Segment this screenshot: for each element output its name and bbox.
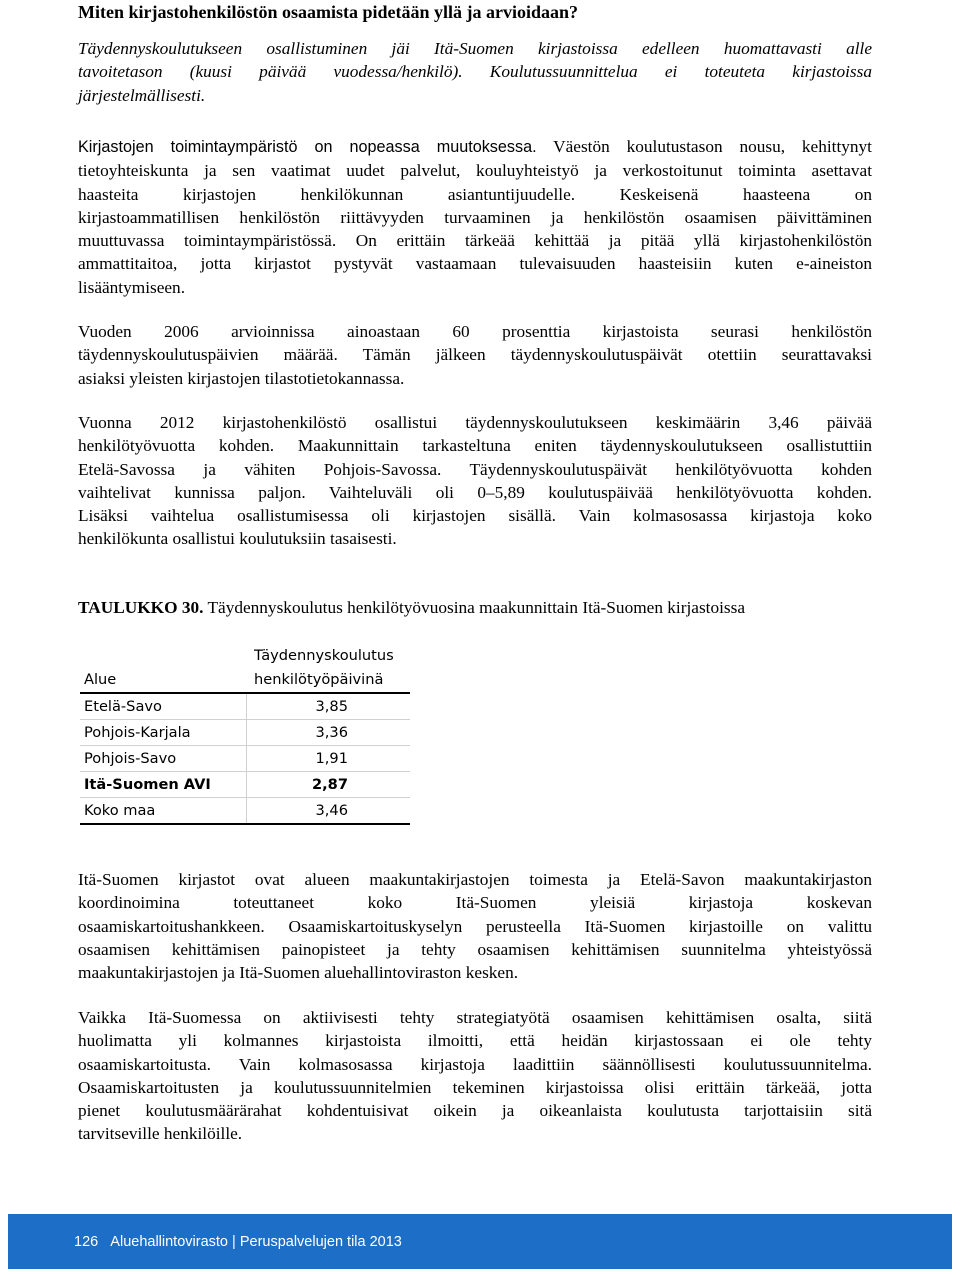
regional-line: osaamiskartoitushankkeen. Osaamiskartoituskyselyn perusteella Itä-Suomen kirjastoille on valittu: [78, 916, 872, 936]
final-line: huolimatta yli kolmannes kirjastoista ilmoitti, että heidän kirjastossaan ei ole tehty: [78, 1031, 872, 1051]
context-lead-sentence: Kirjastojen toimintaympäristö on nopeassa muutoksessa.: [78, 138, 537, 156]
context-line: tietoyhteiskunta ja sen vaatimat uudet palvelut, kouluyhteistyö ja verkostoitunut toiminta asettavat: [78, 161, 872, 181]
footer-bar: [8, 1214, 952, 1269]
table-row: [80, 693, 410, 720]
final-line: tarvitseville henkilöille.: [78, 1124, 243, 1144]
paragraph-2012-line: henkilökunta osallistui koulutuksiin tasaisesti.: [78, 529, 397, 549]
context-line: muuttuvassa toimintaympäristössä. On erittäin tärkeää kehittää ja pitää yllä kirjastohenkilöstön: [78, 231, 872, 251]
paragraph-2012: [78, 411, 872, 551]
context-line: lisääntymiseen.: [78, 277, 186, 297]
regional-line: maakuntakirjastojen ja Itä-Suomen aluehallintoviraston kesken.: [78, 963, 519, 983]
context-line-text: Väestön koulutustason nousu, kehittynyt: [536, 137, 872, 156]
column-header-area: Alue: [80, 643, 246, 693]
paragraph-2012-line: henkilötyövuotta kohden. Maakunnittain tarkasteltuna eniten täydennyskoulutukseen osallistuttiin: [78, 436, 872, 456]
table-row-highlighted: [80, 772, 410, 798]
footer-publisher: Aluehallintovirasto: [110, 1234, 228, 1250]
table-caption-label: TAULUKKO 30.: [78, 598, 204, 617]
final-line: Osaamiskartoitusten ja koulutussuunnitelmien tekeminen kirjastoissa olisi erittäin tärkeää, jotta: [78, 1077, 872, 1097]
paragraph-2012-line: Vuonna 2012 kirjastohenkilöstö osallistui täydennyskoulutukseen keskimäärin 3,46 päivää: [78, 413, 872, 432]
table-caption: [78, 596, 745, 619]
table-cell-value: 3,46: [246, 798, 410, 825]
paragraph-2012-line: vaihtelivat kunnissa paljon. Vaihteluväli oli 0–5,89 koulutuspäivää henkilötyövuotta kohden.: [78, 482, 872, 502]
final-line: osaamiskartoitusta. Vain kolmasosassa kirjastoja laadittiin säännöllisesti koulutussuunnitelma.: [78, 1054, 872, 1074]
table-header-row: [80, 643, 410, 693]
paragraph-2006-line: Vuoden 2006 arvioinnissa ainoastaan 60 prosenttia kirjastoista seurasi henkilöstön: [78, 322, 872, 341]
table-cell-area: Itä-Suomen AVI: [80, 772, 246, 798]
table-cell-area: Pohjois-Karjala: [80, 720, 246, 746]
paragraph-2006: [78, 320, 872, 390]
regional-line: Itä-Suomen kirjastot ovat alueen maakuntakirjastojen toimesta ja Etelä-Savon maakuntakirjaston: [78, 870, 872, 889]
column-header-line: henkilötyöpäivinä: [254, 671, 384, 688]
context-line: [78, 135, 872, 159]
footer-separator: |: [232, 1234, 236, 1250]
final-line: pienet koulutusmäärärahat kohdentuisivat oikein ja oikeanlaista koulutusta tarjottaisiin sitä: [78, 1101, 872, 1121]
intro-line: tavoitetason (kuusi päivää vuodessa/henkilö). Koulutussuunnittelua ei toteuteta kirjastoissa: [78, 62, 872, 82]
paragraph-2012-line: Etelä-Savossa ja vähiten Pohjois-Savossa. Täydennyskoulutuspäivät henkilötyövuotta kohden: [78, 459, 872, 479]
regional-line: koordinoimina toteuttaneet koko Itä-Suomen yleisiä kirjastoja koskevan: [78, 893, 872, 913]
final-line: Vaikka Itä-Suomessa on aktiivisesti tehty strategiatyötä osaamisen kehittämisen osalta, siitä: [78, 1008, 872, 1027]
regional-paragraph: [78, 868, 872, 984]
final-paragraph: [78, 1006, 872, 1146]
context-line: kirjastoammatillisen henkilöstön riittävyyden turvaaminen ja henkilöstön osaamisen päivittäminen: [78, 207, 872, 227]
table-cell-value: 2,87: [246, 772, 410, 798]
intro-paragraph: [78, 37, 872, 107]
intro-line: Täydennyskoulutukseen osallistuminen jäi Itä-Suomen kirjastoissa edelleen huomattavasti alle: [78, 39, 872, 58]
footer-report-title: Peruspalvelujen tila 2013: [239, 1234, 402, 1250]
table-row: [80, 720, 410, 746]
context-line: haasteita kirjastojen henkilökunnan asiantuntijuudelle. Keskeisenä haasteena on: [78, 184, 872, 204]
context-line: ammattitaitoa, jotta kirjastot pystyvät vastaamaan tulevaisuuden haasteisiin kuten e-aineiston: [78, 254, 872, 274]
column-header-line: Täydennyskoulutus: [254, 647, 394, 664]
training-days-table: [80, 643, 410, 825]
table-row: [80, 798, 410, 825]
table-cell-area: Etelä-Savo: [80, 693, 246, 720]
paragraph-2012-line: Lisäksi vaihtelua osallistumisessa oli kirjastojen sisällä. Vain kolmasosassa kirjastoja koko: [78, 506, 872, 526]
table-cell-value: 1,91: [246, 746, 410, 772]
section-heading: Miten kirjastohenkilöstön osaamista pidetään yllä ja arvioidaan?: [78, 2, 579, 22]
footer-text: [74, 1234, 402, 1250]
table-cell-area: Koko maa: [80, 798, 246, 825]
table-row: [80, 746, 410, 772]
paragraph-2006-line: asiaksi yleisten kirjastojen tilastotietokannassa.: [78, 368, 405, 388]
paragraph-2006-line: täydennyskoulutuspäivien määrää. Tämän jälkeen täydennyskoulutuspäivät otettiin seurattavaksi: [78, 345, 872, 365]
intro-line: järjestelmällisesti.: [78, 85, 206, 105]
table-cell-value: 3,85: [246, 693, 410, 720]
page-number: 126: [74, 1234, 99, 1250]
table-cell-area: Pohjois-Savo: [80, 746, 246, 772]
regional-line: osaamisen kehittämisen painopisteet ja tehty osaamisen kehittämisen suunnitelma yhteistyössä: [78, 939, 872, 959]
context-paragraph: [78, 135, 872, 299]
table-cell-value: 3,36: [246, 720, 410, 746]
table-caption-text: Täydennyskoulutus henkilötyövuosina maakunnittain Itä-Suomen kirjastoissa: [203, 598, 746, 617]
column-header-training-days: [246, 643, 410, 693]
